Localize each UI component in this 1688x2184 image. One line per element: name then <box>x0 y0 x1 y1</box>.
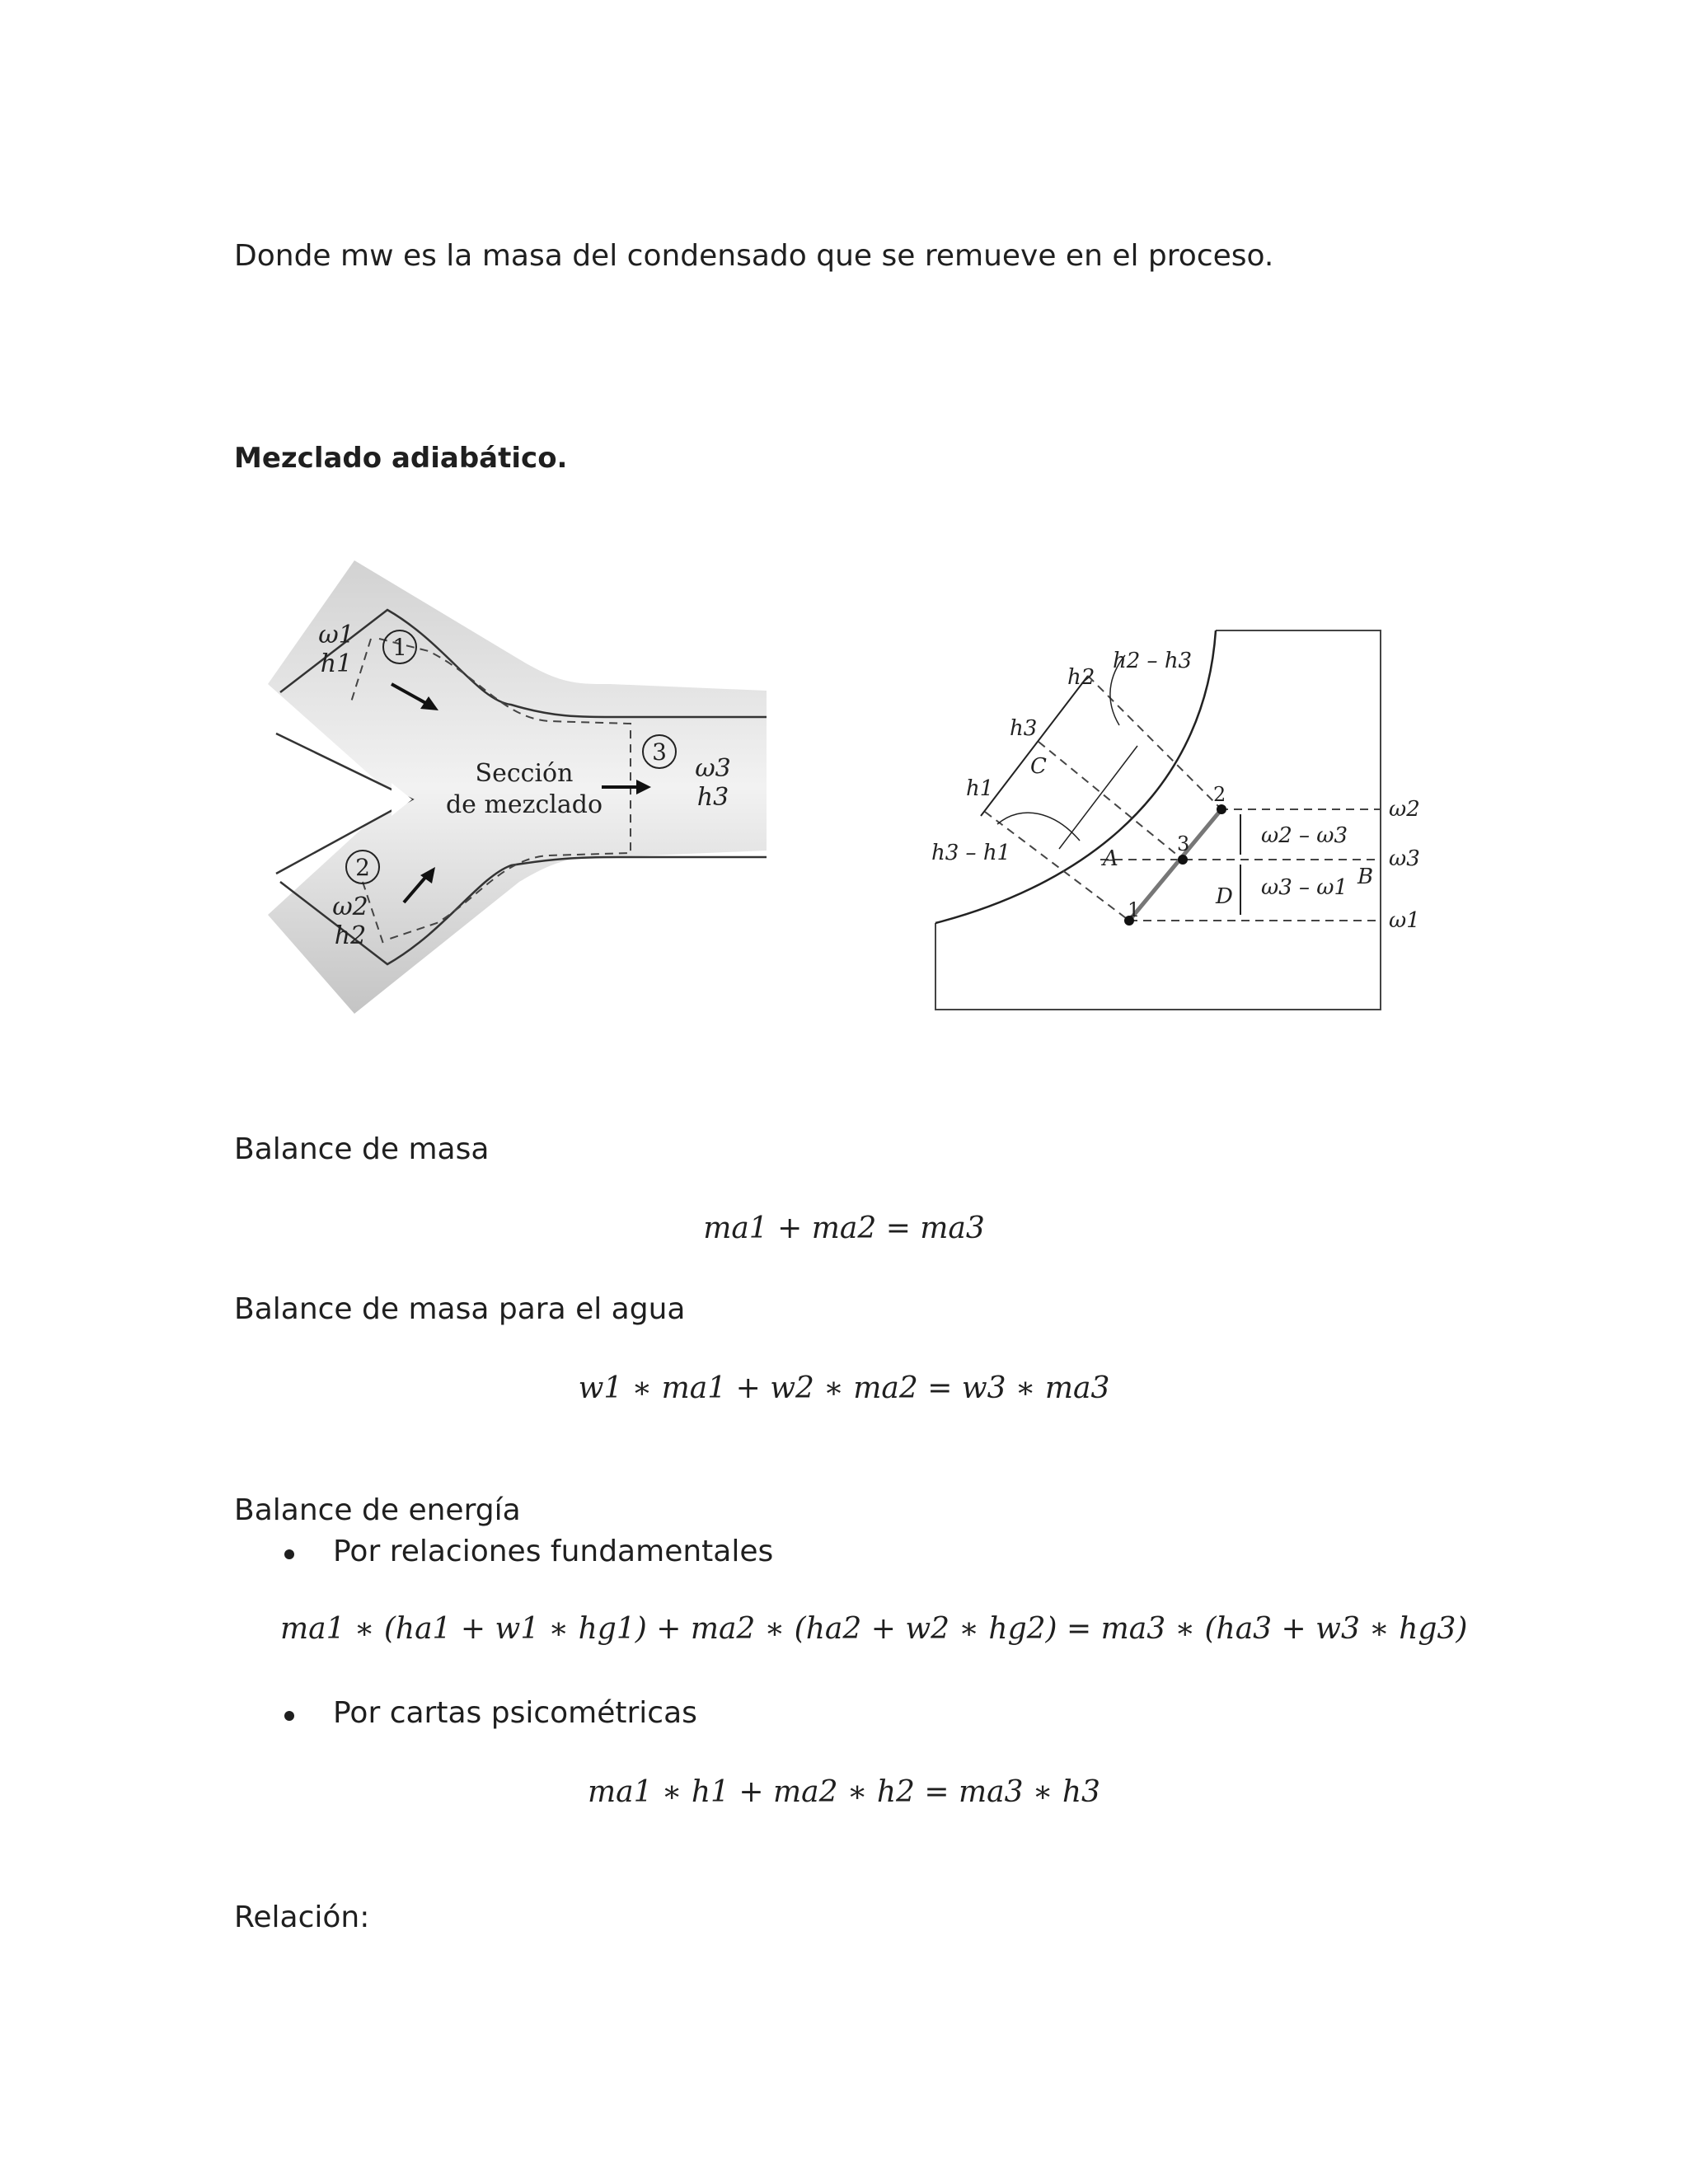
psy-label-C: C <box>1030 754 1047 779</box>
psy-label-D: D <box>1216 884 1233 909</box>
psy-label-A: A <box>1103 846 1118 871</box>
bullet-fundamental: Por relaciones fundamentales <box>333 1535 774 1568</box>
energy-balance-title: Balance de energía <box>234 1493 521 1527</box>
psy-label-w2-minus-w3: ω2 – ω3 <box>1261 823 1348 848</box>
mass-balance-title: Balance de masa <box>234 1132 490 1166</box>
section-label-line1: Sección <box>475 759 574 788</box>
inlet1-number: 1 <box>392 634 407 661</box>
psy-label-h1: h1 <box>966 776 994 801</box>
psy-label-h3-minus-h1: h3 – h1 <box>931 841 1011 865</box>
relation-title: Relación: <box>234 1900 370 1934</box>
psy-label-w3-minus-w1: ω3 – ω1 <box>1261 875 1348 900</box>
outlet-h: h3 <box>696 783 729 812</box>
mass-balance-equation: ma1 + ma2 = ma3 <box>703 1212 985 1245</box>
mixing-chamber-figure <box>264 560 775 1022</box>
psy-point-3: 3 <box>1177 832 1190 855</box>
psy-label-h3: h3 <box>1010 716 1038 741</box>
psy-point-1: 1 <box>1128 898 1141 921</box>
psy-axis-w2: ω2 <box>1389 797 1420 822</box>
inlet1-h: h1 <box>320 649 353 678</box>
water-balance-equation: w1 ∗ ma1 + w2 ∗ ma2 = w3 ∗ ma3 <box>578 1371 1110 1405</box>
psychrometric-chart-figure <box>923 626 1434 1022</box>
psy-label-h2-minus-h3: h2 – h3 <box>1113 649 1193 673</box>
psy-axis-w1: ω1 <box>1389 908 1420 933</box>
section-label-line2: de mezclado <box>445 790 603 819</box>
water-balance-title: Balance de masa para el agua <box>234 1292 686 1326</box>
bullet-charts: Por cartas psicométricas <box>333 1696 697 1730</box>
intro-sentence: Donde mw es la masa del condensado que se remueve en el proceso. <box>234 239 1274 273</box>
psy-label-B: B <box>1357 865 1374 889</box>
outlet-omega: ω3 <box>695 754 731 783</box>
inlet2-omega: ω2 <box>332 893 368 921</box>
bullet-marker <box>284 1549 294 1559</box>
outlet-number: 3 <box>652 738 667 766</box>
energy-equation-fundamental: ma1 ∗ (ha1 + w1 ∗ hg1) + ma2 ∗ (ha2 + w2 ∗ hg2) = ma3 ∗ (ha3 + w3 ∗ hg3) <box>280 1612 1468 1646</box>
inlet2-h: h2 <box>334 921 367 950</box>
psy-point-2: 2 <box>1213 783 1226 806</box>
section-heading: Mezclado adiabático. <box>234 442 568 475</box>
bullet-marker <box>284 1711 294 1721</box>
inlet2-number: 2 <box>355 854 370 881</box>
inlet1-omega: ω1 <box>318 621 354 649</box>
psy-axis-w3: ω3 <box>1389 846 1420 871</box>
psy-label-h2: h2 <box>1067 665 1095 690</box>
energy-equation-charts: ma1 ∗ h1 + ma2 ∗ h2 = ma3 ∗ h3 <box>588 1775 1100 1809</box>
